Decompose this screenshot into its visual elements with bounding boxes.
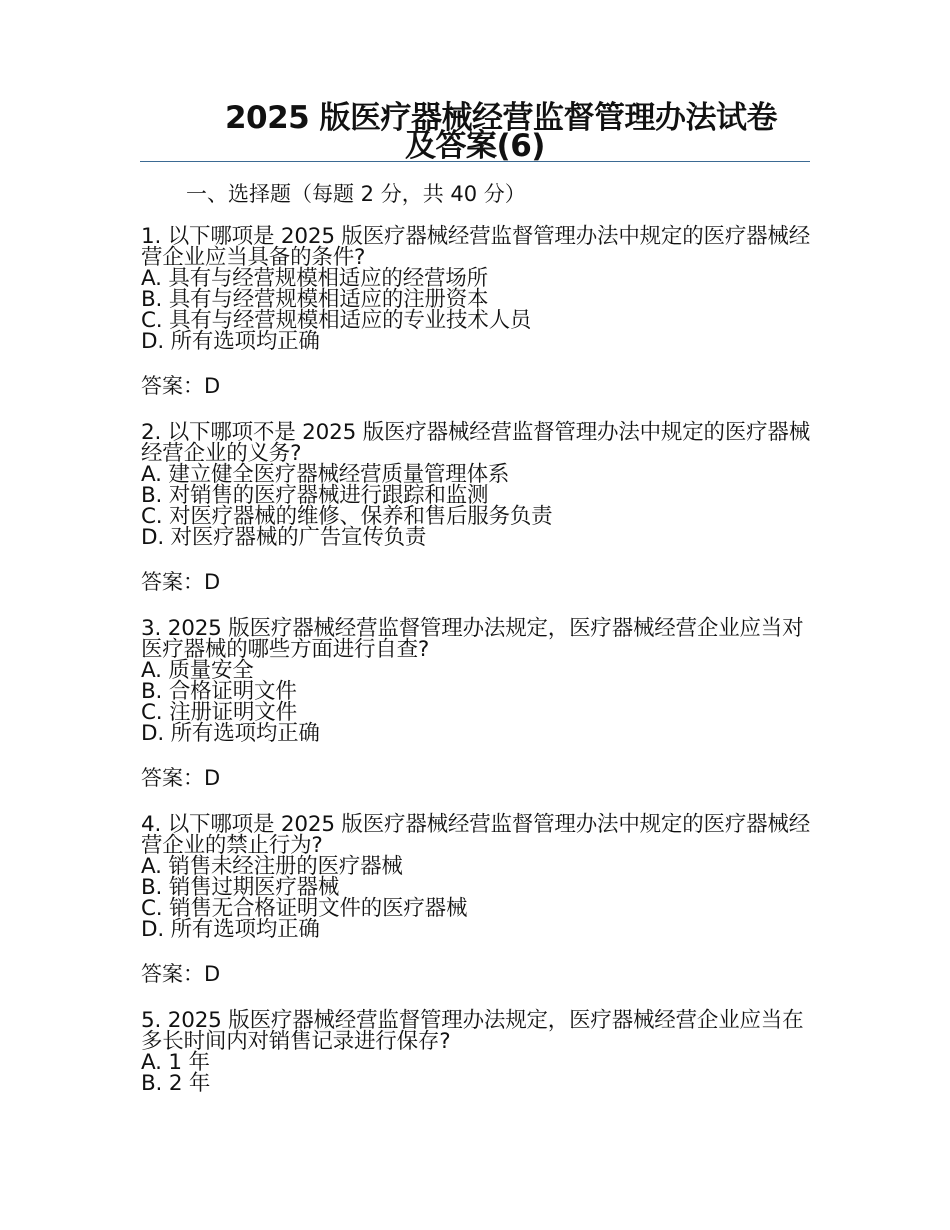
option-c: C. 具有与经营规模相适应的专业技术人员 (141, 308, 532, 333)
question-text: 3. 2025 版医疗器械经营监督管理办法规定，医疗器械经营企业应当对医疗器械的哪些方面进行自查? (141, 616, 804, 662)
question-text: 5. 2025 版医疗器械经营监督管理办法规定，医疗器械经营企业应当在多长时间内对销售记录进行保存? (141, 1008, 804, 1054)
option-d: D. 对医疗器械的广告宣传负责 (141, 525, 427, 550)
question-4 (141, 814, 811, 1010)
option-a: A. 具有与经营规模相适应的经营场所 (141, 266, 488, 291)
option-d: D. 所有选项均正确 (141, 917, 320, 942)
option-a: A. 建立健全医疗器械经营质量管理体系 (141, 462, 510, 487)
option-b: B. 销售过期医疗器械 (141, 875, 340, 900)
question-5 (141, 1010, 811, 1206)
title-line-1: 2025 版医疗器械经营监督管理办法试卷 (224, 100, 778, 136)
option-c: C. 注册证明文件 (141, 700, 297, 725)
option-b: B. 合格证明文件 (141, 679, 297, 704)
question-text: 4. 以下哪项是 2025 版医疗器械经营监督管理办法中规定的医疗器械经营企业的禁止行为? (141, 812, 811, 858)
document-title (140, 100, 810, 164)
title-line-2: 及答案(6) (405, 128, 545, 164)
answer-line: 答案：D (141, 570, 221, 594)
option-b: B. 对销售的医疗器械进行跟踪和监测 (141, 483, 489, 508)
option-b: B. 具有与经营规模相适应的注册资本 (141, 287, 489, 312)
option-a: A. 销售未经注册的医疗器械 (141, 854, 403, 879)
question-text: 1. 以下哪项是 2025 版医疗器械经营监督管理办法中规定的医疗器械经营企业应当具备的条件? (141, 224, 811, 270)
section-heading: 一、选择题（每题 2 分，共 40 分） (186, 182, 526, 206)
question-list (141, 226, 811, 1206)
option-b: B. 2 年 (141, 1071, 211, 1096)
answer-line: 答案：D (141, 766, 221, 790)
question-2 (141, 422, 811, 618)
title-divider (140, 161, 810, 162)
option-c: C. 销售无合格证明文件的医疗器械 (141, 896, 468, 921)
option-a: A. 1 年 (141, 1050, 210, 1075)
answer-line: 答案：D (141, 962, 221, 986)
question-3 (141, 618, 811, 814)
option-c: C. 对医疗器械的维修、保养和售后服务负责 (141, 504, 553, 529)
question-1 (141, 226, 811, 422)
answer-line: 答案：D (141, 374, 221, 398)
option-d: D. 所有选项均正确 (141, 329, 320, 354)
option-d: D. 所有选项均正确 (141, 721, 320, 746)
question-text: 2. 以下哪项不是 2025 版医疗器械经营监督管理办法中规定的医疗器械经营企业的义务? (141, 420, 811, 466)
option-a: A. 质量安全 (141, 658, 254, 683)
